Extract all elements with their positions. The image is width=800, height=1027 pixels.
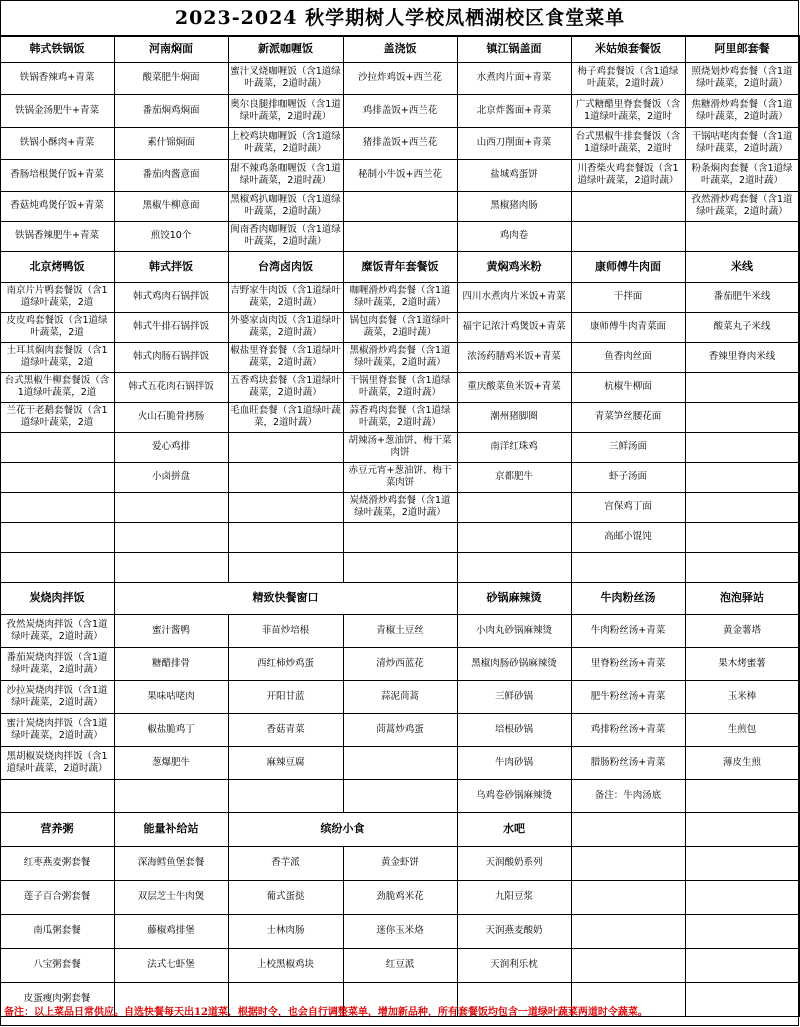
menu-item: 潮州猪脚圈 <box>490 411 538 422</box>
menu-item: 迷你玉米烙 <box>376 925 424 936</box>
menu-item: 牛肉砂锅 <box>494 756 533 768</box>
menu-item: 孜然滑炒鸡套餐（含1道绿叶蔬菜，2道时蔬） <box>691 194 793 217</box>
menu-item: 五香鸡块套餐（含1道绿叶蔬菜，2道时蔬） <box>230 375 341 398</box>
menu-item: 八宝粥套餐 <box>33 959 81 970</box>
menu-item: 吉野家牛肉饭（含1道绿叶蔬菜，2道时蔬） <box>230 285 341 308</box>
menu-item: 浓汤药膳鸡米饭+青菜 <box>467 351 561 362</box>
menu-item: 天润酸奶系列 <box>485 857 543 868</box>
menu-item <box>457 492 571 522</box>
menu-item: 秘制小牛饭+西兰花 <box>358 169 442 180</box>
menu-item: 深海鳕鱼堡套餐 <box>137 857 205 868</box>
menu-item: 干拌面 <box>613 291 643 302</box>
menu-item <box>0 522 114 552</box>
grid-line <box>0 812 1 1016</box>
menu-item: 红豆派 <box>385 959 415 970</box>
menu-item: 鸡排盖饭+西兰花 <box>362 104 438 116</box>
menu-item: 康师傅牛肉青菜面 <box>589 321 666 332</box>
menu-item: 麻辣豆腐 <box>266 756 305 768</box>
menu-item: 红枣燕麦粥套餐 <box>23 857 91 868</box>
grid-line <box>0 982 800 983</box>
menu-item: 茼蒿炒鸡蛋 <box>376 723 424 735</box>
section3-header: 泡泡驿站 <box>720 591 764 604</box>
menu-item: 虾子汤面 <box>608 471 647 482</box>
grid-line <box>0 402 800 403</box>
menu-item <box>228 462 343 492</box>
menu-item <box>114 492 228 522</box>
menu-item: 葡式蛋挞 <box>266 891 305 902</box>
menu-item: 腊肠粉丝汤+青菜 <box>590 756 666 768</box>
grid-line <box>0 614 800 615</box>
section4-header: 缤纷小食 <box>320 822 365 835</box>
menu-item <box>343 746 457 779</box>
footer-note: 备注：以上菜品日常供应。自选快餐每天出12道菜，根据时令，也会自行调整菜单，增加新品种，所有套餐饭均包含一道绿叶蔬菜两道时令蔬菜。 <box>4 1007 648 1018</box>
grid-line <box>685 812 686 1016</box>
menu-item <box>0 492 114 522</box>
menu-item <box>685 779 799 812</box>
grid-line <box>0 312 800 313</box>
menu-item: 三鲜汤面 <box>608 441 647 452</box>
menu-item: 外婆家卤肉饭（含1道绿叶蔬菜，2道时蔬） <box>230 315 341 338</box>
section4-header: 能量补给站 <box>143 822 199 835</box>
grid-line <box>114 582 115 812</box>
menu-item: 铁锅金汤肥牛+青菜 <box>15 104 99 116</box>
grid-line <box>0 522 800 523</box>
section1-header: 韩式铁锅饭 <box>29 42 85 55</box>
menu-item: 蜜汁叉烧咖喱饭（含1道绿叶蔬菜，2道时蔬） <box>230 66 341 89</box>
grid-line <box>571 36 572 251</box>
menu-item: 四川水煮肉片米饭+青菜 <box>462 291 566 302</box>
menu-item: 番茄焖鸡焖面 <box>142 104 200 116</box>
section3-header: 炭烧肉拌饭 <box>29 591 85 604</box>
menu-item: 南洋红珠鸡 <box>490 441 538 452</box>
section2-header: 台湾卤肉饭 <box>258 259 313 273</box>
menu-item: 鱼香肉丝面 <box>604 351 652 362</box>
menu-item: 台式黑椒牛柳套餐饭（含1道绿叶蔬菜，2道 <box>4 375 110 398</box>
grid-line <box>0 342 800 343</box>
grid-line <box>0 372 800 373</box>
menu-item: 川香柴火鸡套餐饭（含1道绿叶蔬菜，2道时蔬） <box>577 163 679 186</box>
grid-line <box>457 812 458 1016</box>
menu-item: 赤豆元宵+葱油饼、梅干菜肉饼 <box>348 465 452 488</box>
menu-item: 菲苗炒培根 <box>261 624 310 636</box>
menu-item <box>343 522 457 552</box>
menu-item: 黑椒猪肉肠 <box>490 200 538 211</box>
menu-item <box>685 372 799 402</box>
grid-line <box>0 432 800 433</box>
section1-header: 盖浇饭 <box>383 42 417 55</box>
grid-line <box>0 462 800 463</box>
menu-item: 黑椒鸡扒咖喱饭（含1道绿叶蔬菜，2道时蔬） <box>230 194 341 217</box>
menu-item: 香辣里脊肉米线 <box>708 351 776 362</box>
grid-line <box>0 36 800 37</box>
menu-item: 乌鸡卷砂锅麻辣烫 <box>475 789 552 801</box>
menu-item <box>685 522 799 552</box>
menu-item: 奥尔良腿排咖喱饭（含1道绿叶蔬菜，2道时蔬） <box>230 98 341 122</box>
menu-item <box>114 522 228 552</box>
menu-item <box>0 432 114 462</box>
grid-line <box>343 36 344 251</box>
menu-item: 黑椒肉肠砂锅麻辣烫 <box>471 657 557 669</box>
menu-item: 糖醋排骨 <box>151 657 190 669</box>
grid-line <box>685 251 686 582</box>
menu-item: 士林肉肠 <box>266 925 305 936</box>
menu-item: 爱心鸡排 <box>151 441 190 452</box>
menu-item: 果木烤蜜薯 <box>718 657 766 669</box>
grid-line <box>0 713 800 714</box>
grid-line <box>0 647 800 648</box>
section4-header: 营养粥 <box>40 822 74 835</box>
menu-item: 上校黑椒鸡块 <box>256 959 314 970</box>
menu-item: 香菇青菜 <box>266 723 305 735</box>
menu-item <box>0 462 114 492</box>
grid-line <box>228 251 229 582</box>
section2-header: 黄焖鸡米粉 <box>486 259 542 273</box>
menu-item: 牛肉粉丝汤+青菜 <box>590 624 666 636</box>
menu-item: 蒜香鸡肉套餐（含1道绿叶蔬菜，2道时蔬） <box>349 405 451 428</box>
menu-item: 咖喱滑炒鸡套餐（含1道绿叶蔬菜，2道时蔬） <box>349 285 451 308</box>
menu-item <box>685 221 799 251</box>
grid-line <box>685 582 686 812</box>
menu-item: 小卤拼盘 <box>151 471 190 482</box>
menu-item: 椒盐里脊套餐（含1道绿叶蔬菜，2道时蔬） <box>230 345 341 368</box>
section2-header: 韩式拌饭 <box>149 259 193 273</box>
menu-item: 高邮小馄饨 <box>604 531 652 542</box>
menu-item: 广式糖醋里脊套餐饭（含1道绿叶蔬菜，2道时 <box>575 98 681 122</box>
menu-item: 劲脆鸡米花 <box>376 891 424 902</box>
grid-line <box>0 282 800 283</box>
menu-item: 藤椒鸡排堡 <box>147 925 195 936</box>
grid-line <box>685 36 686 251</box>
menu-item: 酸菜肥牛焖面 <box>142 72 200 83</box>
menu-item: 黑胡椒炭烧肉拌饭（含1道绿叶蔬菜，2道时蔬） <box>6 750 108 774</box>
menu-item: 开阳甘蓝 <box>266 690 305 702</box>
menu-item <box>571 221 685 251</box>
grid-line <box>114 251 115 582</box>
grid-line <box>0 582 800 583</box>
section2-header: 北京烤鸭饭 <box>29 259 85 273</box>
section2-header: 糜饭青年套餐饭 <box>361 259 439 273</box>
menu-item: 清炒西蓝花 <box>376 657 424 669</box>
menu-item: 毛血旺套餐（含1道绿叶蔬菜，2道时蔬） <box>230 405 341 428</box>
menu-item: 黄金虾饼 <box>380 857 419 868</box>
grid-line <box>571 812 572 1016</box>
menu-item: 铁锅香辣鸡+青菜 <box>19 72 95 83</box>
menu-item: 皮蛋瘦肉粥套餐 <box>23 993 91 1004</box>
grid-line <box>0 680 800 681</box>
menu-item: 杭椒牛柳面 <box>604 381 652 392</box>
grid-line <box>114 36 115 251</box>
menu-item: 培根砂锅 <box>494 723 533 735</box>
menu-item: 蜜汁炭烧肉拌饭（含1道绿叶蔬菜，2道时蔬） <box>6 717 108 741</box>
menu-item <box>228 432 343 462</box>
section3-header: 精致快餐窗口 <box>252 591 319 604</box>
grid-line <box>0 746 800 747</box>
menu-item: 蒜泥茼蒿 <box>380 690 419 702</box>
grid-line <box>0 552 800 553</box>
menu-item: 小肉丸砂锅麻辣烫 <box>475 624 552 636</box>
section4-header: 水吧 <box>503 822 525 835</box>
grid-line <box>228 614 229 812</box>
menu-item: 生煎包 <box>727 723 757 735</box>
grid-line <box>0 779 800 780</box>
section1-header: 阿里郎套餐 <box>714 42 770 55</box>
menu-item: 梅子鸡套餐饭（含1道绿叶蔬菜，2道时蔬） <box>577 66 679 89</box>
menu-item <box>685 492 799 522</box>
menu-item: 肥牛粉丝汤+青菜 <box>590 690 666 702</box>
grid-line <box>0 251 800 252</box>
menu-item: 番茄炭烧肉拌饭（含1道绿叶蔬菜，2道时蔬） <box>6 651 108 675</box>
menu-item: 孜然炭烧肉拌饭（含1道绿叶蔬菜，2道时蔬） <box>6 618 108 642</box>
menu-item: 香菇炖鸡煲仔饭+青菜 <box>10 200 104 211</box>
menu-item: 闽南香肉咖喱饭（含1道绿叶蔬菜，2道时蔬） <box>230 224 341 247</box>
menu-item: 沙拉炸鸡饭+西兰花 <box>358 72 442 83</box>
menu-item: 双层芝士牛肉煲 <box>137 891 205 902</box>
menu-item <box>685 432 799 462</box>
section1-header: 米姑娘套餐饭 <box>595 42 661 55</box>
grid-line <box>0 62 800 63</box>
menu-item: 兰花干老鹅套餐饭（含1道绿叶蔬菜，2道 <box>6 405 108 428</box>
menu-item: 山西刀削面+青菜 <box>476 137 552 148</box>
grid-line <box>0 159 800 160</box>
grid-line <box>0 36 1 251</box>
menu-item: 福宇记浓汁鸡煲饭+青菜 <box>462 321 566 332</box>
menu-item <box>457 522 571 552</box>
menu-item: 蜜汁酱鸭 <box>151 624 190 636</box>
grid-line <box>457 36 458 251</box>
menu-item: 铁锅小酥肉+青菜 <box>19 137 95 148</box>
menu-item: 宫保鸡丁面 <box>604 501 652 512</box>
menu-item <box>228 522 343 552</box>
menu-item <box>343 221 457 251</box>
menu-item: 铁锅香辣肥牛+青菜 <box>15 230 99 241</box>
menu-item: 韩式肉肠石锅拌饭 <box>132 351 209 362</box>
section2-header: 康师傅牛肉面 <box>595 259 661 273</box>
menu-item: 台式黑椒牛排套餐饭（含1道绿叶蔬菜，2道时 <box>575 131 681 154</box>
menu-item: 青椒土豆丝 <box>376 624 424 636</box>
menu-item: 焦糖滑炒鸡套餐（含1道绿叶蔬菜，2道时蔬） <box>691 98 793 122</box>
menu-item: 土耳其焖肉套餐饭（含1道绿叶蔬菜，2道 <box>6 345 108 368</box>
menu-item <box>571 191 685 221</box>
menu-item <box>685 402 799 432</box>
menu-item <box>343 191 457 221</box>
menu-item: 葱爆肥牛 <box>151 756 190 768</box>
grid-line <box>114 812 115 1016</box>
menu-item <box>0 779 114 812</box>
menu-item: 鸡肉卷 <box>499 230 529 241</box>
page-title: 2023-2024 秋学期树人学校凤栖湖校区食堂菜单 <box>0 0 800 36</box>
menu-item: 番茄肥牛米线 <box>713 291 771 302</box>
menu-item: 皮皮鸡套餐饭（含1道绿叶蔬菜，2道 <box>6 315 108 338</box>
grid-line <box>0 846 800 847</box>
grid-line <box>571 582 572 812</box>
menu-item: 猪排盖饭+西兰花 <box>362 137 438 148</box>
menu-item: 粉条焖肉套餐（含1道绿叶蔬菜，2道时蔬） <box>691 163 793 186</box>
menu-item: 黑椒牛柳意面 <box>142 200 200 211</box>
menu-item: 干锅咕咾肉套餐（含1道绿叶蔬菜，2道时蔬） <box>691 131 793 154</box>
menu-item: 韩式鸡肉石锅拌饭 <box>132 291 209 302</box>
menu-item: 京都肥牛 <box>494 471 533 482</box>
grid-line <box>343 846 344 1016</box>
menu-item: 炭烧滑炒鸡套餐（含1道绿叶蔬菜，2道时蔬） <box>349 495 451 518</box>
grid-line <box>228 812 229 1016</box>
menu-item: 锅包肉套餐（含1道绿叶蔬菜，2道时蔬） <box>349 315 451 338</box>
menu-item: 干锅里脊套餐（含1道绿叶蔬菜，2道时蔬） <box>349 375 451 398</box>
section2-header: 米线 <box>731 259 753 273</box>
menu-item: 照烧划炒鸡套餐（含1道绿叶蔬菜，2道时蔬） <box>691 66 793 89</box>
grid-line <box>0 914 800 915</box>
grid-line <box>0 94 800 95</box>
menu-item: 玉米棒 <box>727 690 757 702</box>
grid-line <box>0 221 800 222</box>
grid-line <box>0 191 800 192</box>
grid-line <box>457 251 458 582</box>
menu-item: 甜不辣鸡条咖喱饭（含1道绿叶蔬菜，2道时蔬） <box>230 163 341 186</box>
menu-item: 九阳豆浆 <box>494 891 533 902</box>
menu-item: 番茄肉酱意面 <box>142 169 200 180</box>
menu-item: 椒盐脆鸡丁 <box>147 723 195 735</box>
menu-item: 法式七虾堡 <box>147 959 195 970</box>
menu-item: 备注：牛肉汤底 <box>594 789 662 801</box>
menu-item: 北京炸酱面+青菜 <box>476 104 552 116</box>
menu-item: 盐城鸡蛋饼 <box>490 169 538 180</box>
grid-line <box>0 582 1 812</box>
menu-item: 黄金薯塔 <box>722 624 761 636</box>
grid-line <box>0 251 1 582</box>
section1-header: 新派咖喱饭 <box>258 42 313 55</box>
menu-item: 重庆酸菜鱼米饭+青菜 <box>467 381 561 392</box>
menu-item: 上校鸡块咖喱饭（含1道绿叶蔬菜，2道时蔬） <box>230 131 341 154</box>
menu-item: 莲子百合粥套餐 <box>23 891 91 902</box>
section3-header: 牛肉粉丝汤 <box>600 591 656 604</box>
grid-line <box>0 492 800 493</box>
grid-line <box>343 251 344 582</box>
menu-item: 三鲜砂锅 <box>494 690 533 702</box>
grid-line <box>0 127 800 128</box>
menu-item: 薄皮生煎 <box>722 756 761 768</box>
menu-item: 果味咕咾肉 <box>147 690 195 702</box>
menu-item <box>228 492 343 522</box>
menu-item: 韩式牛排石锅拌饭 <box>132 321 209 332</box>
menu-item: 西红柿炒鸡蛋 <box>256 657 314 669</box>
grid-line <box>0 948 800 949</box>
menu-item: 素什锦焖面 <box>147 137 195 148</box>
section1-header: 河南焖面 <box>149 42 193 55</box>
grid-line <box>457 582 458 812</box>
menu-item: 南京片片鸭套餐饭（含1道绿叶蔬菜，2道 <box>6 285 108 308</box>
menu-item: 天润利乐枕 <box>490 959 538 970</box>
section3-header: 砂锅麻辣烫 <box>486 591 542 604</box>
grid-line <box>228 36 229 251</box>
menu-item: 青菜笋丝腰花面 <box>594 411 662 422</box>
menu-item: 煎饺10个 <box>150 230 192 241</box>
menu-item: 韩式五花肉石锅拌饭 <box>128 381 214 392</box>
menu-item <box>685 462 799 492</box>
menu-item: 水煮肉片面+青菜 <box>476 72 552 83</box>
grid-line <box>571 251 572 582</box>
menu-item: 里脊粉丝汤+青菜 <box>590 657 666 669</box>
menu-item: 香芋派 <box>271 857 300 868</box>
menu-item: 酸菜丸子米线 <box>713 321 771 332</box>
grid-line <box>343 614 344 812</box>
menu-item: 天润燕麦酸奶 <box>485 925 543 936</box>
menu-item: 胡辣汤+葱油饼、梅干菜肉饼 <box>348 435 452 458</box>
menu-item: 香肠培根煲仔饭+青菜 <box>10 169 104 180</box>
menu-item: 鸡排粉丝汤+青菜 <box>590 723 666 735</box>
grid-line <box>0 880 800 881</box>
menu-item: 沙拉炭烧肉拌饭（含1道绿叶蔬菜，2道时蔬） <box>6 684 108 708</box>
section1-header: 镇江锅盖面 <box>486 42 542 55</box>
menu-item: 南瓜粥套餐 <box>33 925 81 936</box>
menu-item: 黑椒滑炒鸡套餐（含1道绿叶蔬菜，2道时蔬） <box>349 345 451 368</box>
menu-item: 火山石脆骨拷肠 <box>137 411 205 422</box>
